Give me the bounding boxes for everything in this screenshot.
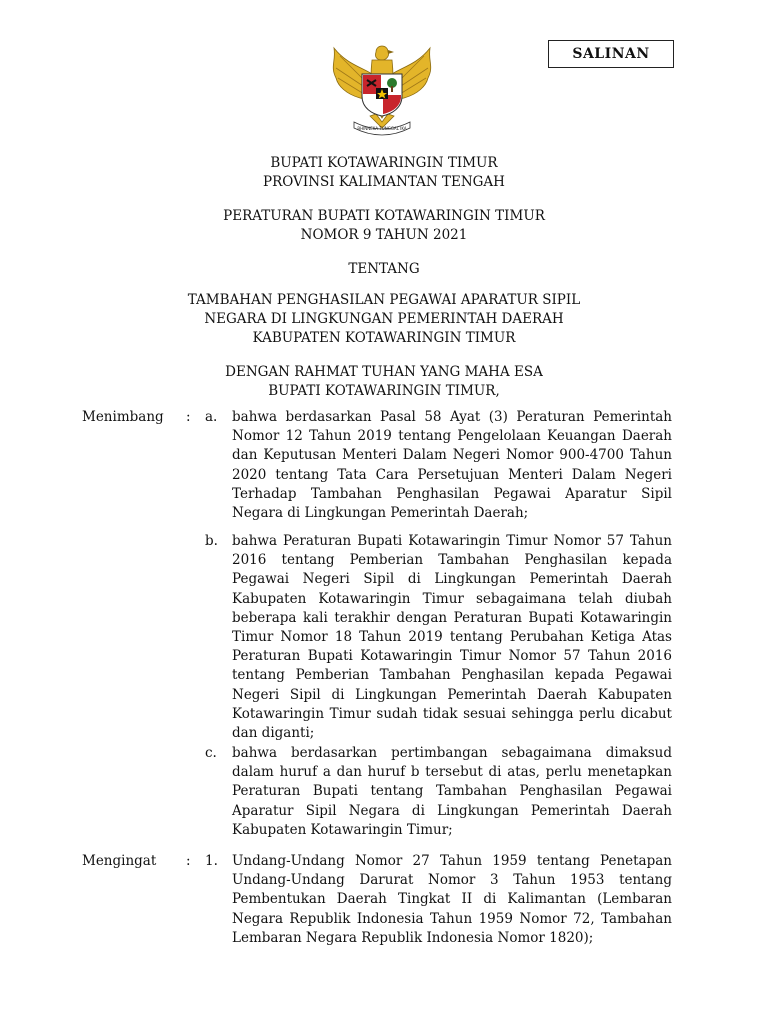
- preamble-line2: BUPATI KOTAWARINGIN TIMUR,: [268, 383, 500, 399]
- item-text: bahwa Peraturan Bupati Kotawaringin Timur Nomor 57 Tahun 2016 tentang Pemberian Tambahan Penghasilan kepada Pegawai Negeri Sipil di Lingkungan Pemerintah Daerah Kabupaten Kotawaringin Timur sebagaimana telah diubah beberapa kali terakhir dengan Peraturan Bupati Kotawaringin Timur Nomor 18 Tahun 2019 tentang Perubahan Ketiga Atas Peraturan Bupati Kotawaringin Timur Nomor 57 Tahun 2016 tentang Pemberian Tambahan Penghasilan kepada Pegawai Negeri Sipil di Lingkungan Pemerintah Daerah Kabupaten Kotawaringin Timur sudah tidak sesuai sehingga perlu dicabut dan diganti;: [232, 533, 672, 742]
- item-text: bahwa berdasarkan pertimbangan sebagaimana dimaksud dalam huruf a dan huruf b tersebut di atas, perlu menetapkan Peraturan Bupati tentang Tambahan Penghasilan Pegawai Aparatur Sipil Negara di Lingkungan Pemerintah Daerah Kabupaten Kotawaringin Timur;: [232, 745, 672, 838]
- item-text: Undang-Undang Nomor 27 Tahun 1959 tentang Penetapan Undang-Undang Darurat Nomor 3 Tahun 1953 tentang Pembentukan Daerah Tingkat II di Kalimantan (Lembaran Negara Republik Indonesia Tahun 1959 Nomor 72, Tambahan Lembaran Negara Republik Indonesia Nomor 1820);: [232, 853, 672, 946]
- mengingat-label: Mengingat: [82, 853, 157, 869]
- header-line-regent: BUPATI KOTAWARINGIN TIMUR: [270, 155, 498, 171]
- menimbang-label: Menimbang: [82, 409, 164, 425]
- mengingat-colon: :: [186, 853, 191, 869]
- regulation-title: PERATURAN BUPATI KOTAWARINGIN TIMUR: [223, 208, 545, 224]
- preamble-line1: DENGAN RAHMAT TUHAN YANG MAHA ESA: [225, 364, 543, 380]
- regulation-number: NOMOR 9 TAHUN 2021: [300, 227, 468, 243]
- salinan-stamp: SALINAN: [548, 40, 674, 68]
- garuda-pancasila-emblem-icon: [326, 38, 438, 138]
- menimbang-colon: :: [186, 409, 191, 425]
- regulation-subject-line1: TAMBAHAN PENGHASILAN PEGAWAI APARATUR SIPIL: [187, 292, 581, 308]
- regulation-subject-line2: NEGARA DI LINGKUNGAN PEMERINTAH DAERAH: [204, 311, 564, 327]
- item-marker: a.: [205, 409, 218, 425]
- header-line-province: PROVINSI KALIMANTAN TENGAH: [263, 174, 505, 190]
- regulation-about: TENTANG: [348, 261, 420, 277]
- svg-text:BHINNEKA TUNGGAL IKA: BHINNEKA TUNGGAL IKA: [357, 126, 407, 131]
- item-marker: 1.: [205, 853, 218, 869]
- item-marker: b.: [205, 533, 218, 549]
- item-marker: c.: [205, 745, 217, 761]
- regulation-subject-line3: KABUPATEN KOTAWARINGIN TIMUR: [252, 330, 516, 346]
- item-text: bahwa berdasarkan Pasal 58 Ayat (3) Peraturan Pemerintah Nomor 12 Tahun 2019 tentang Pengelolaan Keuangan Daerah dan Keputusan Menteri Dalam Negeri Nomor 900-4700 Tahun 2020 tentang Tata Cara Persetujuan Menteri Dalam Negeri Terhadap Tambahan Penghasilan Pegawai Aparatur Sipil Negara di Lingkungan Pemerintah Daerah;: [232, 409, 672, 522]
